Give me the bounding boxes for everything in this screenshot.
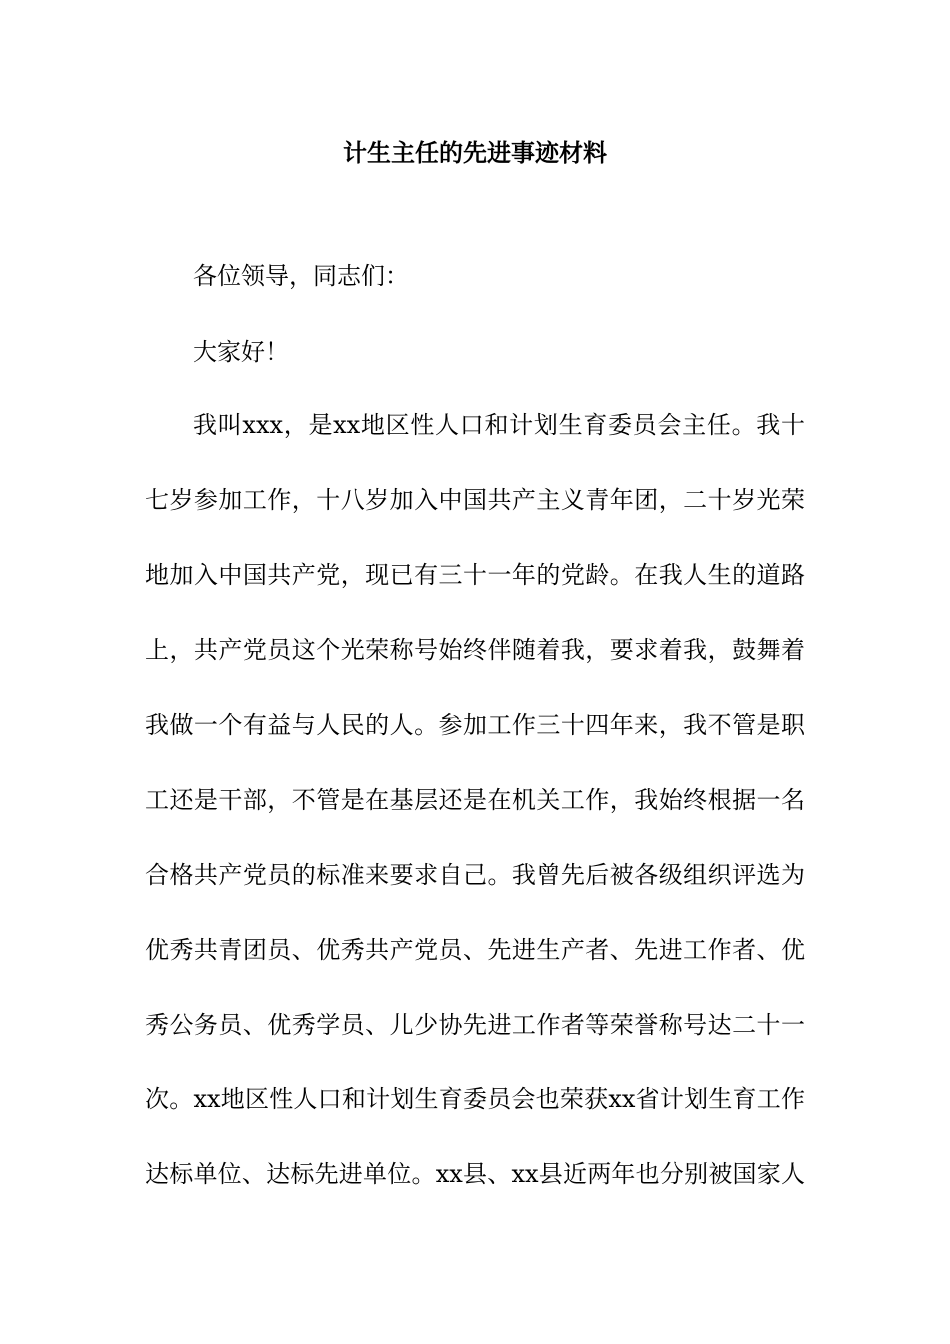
- body-line: 合格共产党员的标准来要求自己。我曾先后被各级组织评选为: [145, 861, 805, 889]
- body-line: 达标单位、达标先进单位。xx县、xx县近两年也分别被国家人: [145, 1160, 805, 1188]
- body-line: 次。xx地区性人口和计划生育委员会也荣获xx省计划生育工作: [145, 1085, 805, 1113]
- body-line: 上，共产党员这个光荣称号始终伴随着我，要求着我，鼓舞着: [145, 636, 805, 664]
- body-line: 工还是干部，不管是在基层还是在机关工作，我始终根据一名: [145, 786, 805, 814]
- body-line: 地加入中国共产党，现已有三十一年的党龄。在我人生的道路: [145, 561, 805, 589]
- body-line: 优秀共青团员、优秀共产党员、先进生产者、先进工作者、优: [145, 936, 805, 964]
- document-title: 计生主任的先进事迹材料: [343, 138, 607, 167]
- salutation: 各位领导，同志们：: [193, 262, 409, 290]
- body-line: 我做一个有益与人民的人。参加工作三十四年来，我不管是职: [145, 711, 805, 739]
- body-line: 秀公务员、优秀学员、儿少协先进工作者等荣誉称号达二十一: [145, 1011, 805, 1039]
- body-line: 七岁参加工作，十八岁加入中国共产主义青年团，二十岁光荣: [145, 486, 805, 514]
- body-line: 我叫xxx，是xx地区性人口和计划生育委员会主任。我十: [193, 411, 805, 439]
- greeting: 大家好！: [193, 338, 289, 366]
